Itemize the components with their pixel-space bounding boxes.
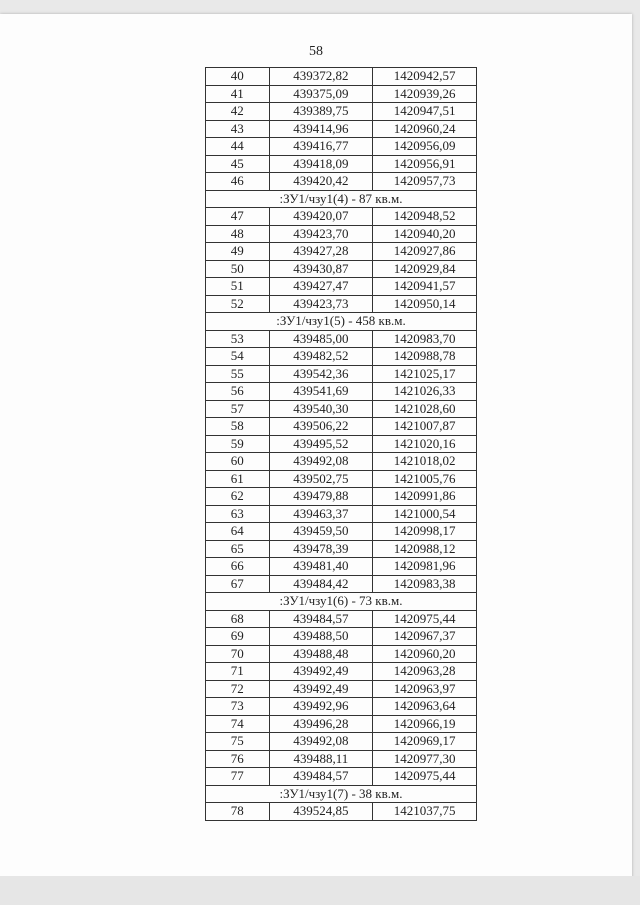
y-coordinate-cell: 1420988,78 (373, 348, 477, 366)
y-coordinate-cell: 1421026,33 (373, 383, 477, 401)
point-number-cell: 49 (206, 243, 270, 261)
x-coordinate-cell: 439484,57 (269, 768, 373, 786)
x-coordinate-cell: 439492,49 (269, 680, 373, 698)
point-number-cell: 70 (206, 645, 270, 663)
y-coordinate-cell: 1420963,28 (373, 663, 477, 681)
y-coordinate-cell: 1420940,20 (373, 225, 477, 243)
point-number-cell: 40 (206, 68, 270, 86)
x-coordinate-cell: 439484,57 (269, 610, 373, 628)
x-coordinate-cell: 439488,11 (269, 750, 373, 768)
table-row (206, 610, 477, 628)
table-row (206, 803, 477, 821)
coordinates-table-body (206, 68, 477, 821)
y-coordinate-cell: 1420939,26 (373, 85, 477, 103)
y-coordinate-cell: 1420927,86 (373, 243, 477, 261)
y-coordinate-cell: 1420977,30 (373, 750, 477, 768)
scan-bottom-margin (0, 876, 640, 905)
table-row (206, 470, 477, 488)
y-coordinate-cell: 1421018,02 (373, 453, 477, 471)
point-number-cell: 72 (206, 680, 270, 698)
table-row (206, 628, 477, 646)
table-row (206, 85, 477, 103)
table-row (206, 523, 477, 541)
point-number-cell: 69 (206, 628, 270, 646)
point-number-cell: 47 (206, 208, 270, 226)
table-row (206, 278, 477, 296)
y-coordinate-cell: 1421028,60 (373, 400, 477, 418)
y-coordinate-cell: 1420988,12 (373, 540, 477, 558)
x-coordinate-cell: 439414,96 (269, 120, 373, 138)
point-number-cell: 53 (206, 330, 270, 348)
table-row (206, 488, 477, 506)
point-number-cell: 60 (206, 453, 270, 471)
point-number-cell: 52 (206, 295, 270, 313)
point-number-cell: 50 (206, 260, 270, 278)
section-label: :ЗУ1/чзу1(5) - 458 кв.м. (206, 313, 477, 331)
x-coordinate-cell: 439488,50 (269, 628, 373, 646)
point-number-cell: 58 (206, 418, 270, 436)
point-number-cell: 41 (206, 85, 270, 103)
point-number-cell: 61 (206, 470, 270, 488)
point-number-cell: 55 (206, 365, 270, 383)
x-coordinate-cell: 439416,77 (269, 138, 373, 156)
point-number-cell: 78 (206, 803, 270, 821)
y-coordinate-cell: 1420941,57 (373, 278, 477, 296)
point-number-cell: 44 (206, 138, 270, 156)
x-coordinate-cell: 439492,08 (269, 453, 373, 471)
point-number-cell: 57 (206, 400, 270, 418)
y-coordinate-cell: 1420956,91 (373, 155, 477, 173)
x-coordinate-cell: 439492,49 (269, 663, 373, 681)
y-coordinate-cell: 1420969,17 (373, 733, 477, 751)
table-row (206, 733, 477, 751)
table-row (206, 225, 477, 243)
table-row (206, 138, 477, 156)
x-coordinate-cell: 439463,37 (269, 505, 373, 523)
point-number-cell: 56 (206, 383, 270, 401)
point-number-cell: 42 (206, 103, 270, 121)
x-coordinate-cell: 439423,73 (269, 295, 373, 313)
x-coordinate-cell: 439479,88 (269, 488, 373, 506)
y-coordinate-cell: 1420967,37 (373, 628, 477, 646)
section-label: :ЗУ1/чзу1(6) - 73 кв.м. (206, 593, 477, 611)
y-coordinate-cell: 1420950,14 (373, 295, 477, 313)
point-number-cell: 76 (206, 750, 270, 768)
table-row (206, 750, 477, 768)
y-coordinate-cell: 1420963,64 (373, 698, 477, 716)
x-coordinate-cell: 439541,69 (269, 383, 373, 401)
x-coordinate-cell: 439420,42 (269, 173, 373, 191)
document-page (0, 14, 632, 890)
x-coordinate-cell: 439420,07 (269, 208, 373, 226)
y-coordinate-cell: 1420929,84 (373, 260, 477, 278)
page-number: 58 (309, 44, 323, 59)
x-coordinate-cell: 439506,22 (269, 418, 373, 436)
x-coordinate-cell: 439372,82 (269, 68, 373, 86)
coordinates-table (205, 67, 477, 821)
y-coordinate-cell: 1421025,17 (373, 365, 477, 383)
x-coordinate-cell: 439481,40 (269, 558, 373, 576)
x-coordinate-cell: 439423,70 (269, 225, 373, 243)
section-header-row (206, 313, 477, 331)
x-coordinate-cell: 439488,48 (269, 645, 373, 663)
point-number-cell: 48 (206, 225, 270, 243)
point-number-cell: 45 (206, 155, 270, 173)
point-number-cell: 73 (206, 698, 270, 716)
y-coordinate-cell: 1420942,57 (373, 68, 477, 86)
table-row (206, 680, 477, 698)
x-coordinate-cell: 439427,28 (269, 243, 373, 261)
y-coordinate-cell: 1421007,87 (373, 418, 477, 436)
point-number-cell: 77 (206, 768, 270, 786)
point-number-cell: 71 (206, 663, 270, 681)
y-coordinate-cell: 1421005,76 (373, 470, 477, 488)
table-row (206, 348, 477, 366)
table-row (206, 663, 477, 681)
table-row (206, 155, 477, 173)
point-number-cell: 51 (206, 278, 270, 296)
y-coordinate-cell: 1420948,52 (373, 208, 477, 226)
x-coordinate-cell: 439427,47 (269, 278, 373, 296)
y-coordinate-cell: 1420960,20 (373, 645, 477, 663)
point-number-cell: 54 (206, 348, 270, 366)
table-row (206, 575, 477, 593)
table-row (206, 243, 477, 261)
y-coordinate-cell: 1420981,96 (373, 558, 477, 576)
x-coordinate-cell: 439478,39 (269, 540, 373, 558)
section-label: :ЗУ1/чзу1(4) - 87 кв.м. (206, 190, 477, 208)
section-header-row (206, 593, 477, 611)
x-coordinate-cell: 439496,28 (269, 715, 373, 733)
point-number-cell: 67 (206, 575, 270, 593)
point-number-cell: 75 (206, 733, 270, 751)
table-row (206, 453, 477, 471)
y-coordinate-cell: 1420998,17 (373, 523, 477, 541)
point-number-cell: 68 (206, 610, 270, 628)
y-coordinate-cell: 1420947,51 (373, 103, 477, 121)
point-number-cell: 43 (206, 120, 270, 138)
point-number-cell: 65 (206, 540, 270, 558)
table-row (206, 698, 477, 716)
table-row (206, 120, 477, 138)
table-row (206, 68, 477, 86)
x-coordinate-cell: 439484,42 (269, 575, 373, 593)
point-number-cell: 59 (206, 435, 270, 453)
x-coordinate-cell: 439485,00 (269, 330, 373, 348)
y-coordinate-cell: 1420991,86 (373, 488, 477, 506)
table-row (206, 383, 477, 401)
y-coordinate-cell: 1420975,44 (373, 768, 477, 786)
y-coordinate-cell: 1420983,38 (373, 575, 477, 593)
point-number-cell: 46 (206, 173, 270, 191)
table-row (206, 715, 477, 733)
x-coordinate-cell: 439542,36 (269, 365, 373, 383)
table-row (206, 558, 477, 576)
x-coordinate-cell: 439482,52 (269, 348, 373, 366)
y-coordinate-cell: 1420983,70 (373, 330, 477, 348)
y-coordinate-cell: 1420957,73 (373, 173, 477, 191)
section-label: :ЗУ1/чзу1(7) - 38 кв.м. (206, 785, 477, 803)
x-coordinate-cell: 439430,87 (269, 260, 373, 278)
point-number-cell: 62 (206, 488, 270, 506)
y-coordinate-cell: 1420956,09 (373, 138, 477, 156)
table-row (206, 103, 477, 121)
table-row (206, 365, 477, 383)
x-coordinate-cell: 439492,08 (269, 733, 373, 751)
x-coordinate-cell: 439375,09 (269, 85, 373, 103)
point-number-cell: 63 (206, 505, 270, 523)
section-header-row (206, 785, 477, 803)
point-number-cell: 64 (206, 523, 270, 541)
point-number-cell: 74 (206, 715, 270, 733)
table-row (206, 400, 477, 418)
y-coordinate-cell: 1421000,54 (373, 505, 477, 523)
x-coordinate-cell: 439389,75 (269, 103, 373, 121)
table-row (206, 645, 477, 663)
x-coordinate-cell: 439495,52 (269, 435, 373, 453)
table-row (206, 208, 477, 226)
table-row (206, 768, 477, 786)
table-row (206, 295, 477, 313)
x-coordinate-cell: 439459,50 (269, 523, 373, 541)
x-coordinate-cell: 439418,09 (269, 155, 373, 173)
table-row (206, 173, 477, 191)
table-row (206, 330, 477, 348)
table-row (206, 540, 477, 558)
y-coordinate-cell: 1421020,16 (373, 435, 477, 453)
table-row (206, 435, 477, 453)
x-coordinate-cell: 439540,30 (269, 400, 373, 418)
point-number-cell: 66 (206, 558, 270, 576)
x-coordinate-cell: 439524,85 (269, 803, 373, 821)
y-coordinate-cell: 1420963,97 (373, 680, 477, 698)
x-coordinate-cell: 439492,96 (269, 698, 373, 716)
y-coordinate-cell: 1420975,44 (373, 610, 477, 628)
table-row (206, 418, 477, 436)
x-coordinate-cell: 439502,75 (269, 470, 373, 488)
section-header-row (206, 190, 477, 208)
table-row (206, 505, 477, 523)
y-coordinate-cell: 1420960,24 (373, 120, 477, 138)
y-coordinate-cell: 1421037,75 (373, 803, 477, 821)
y-coordinate-cell: 1420966,19 (373, 715, 477, 733)
table-row (206, 260, 477, 278)
